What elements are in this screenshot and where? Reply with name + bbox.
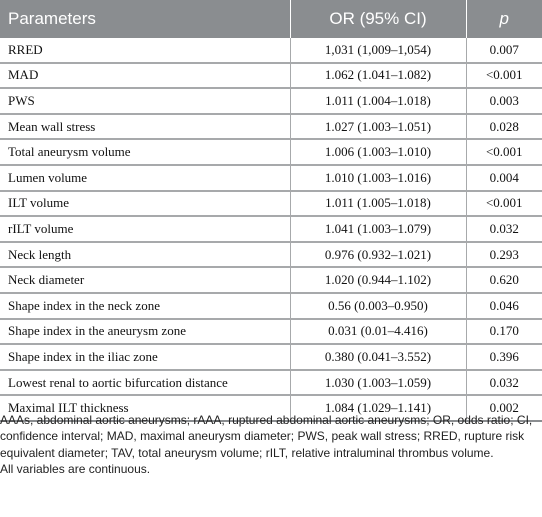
cell-parameter: ILT volume [0, 191, 290, 217]
cell-or-ci: 1.041 (1.003–1.079) [290, 216, 466, 242]
cell-p-value: 0.003 [466, 88, 542, 114]
cell-or-ci: 1.020 (0.944–1.102) [290, 267, 466, 293]
cell-parameter: Shape index in the iliac zone [0, 344, 290, 370]
header-p-value: p [466, 0, 542, 38]
cell-or-ci: 1.011 (1.005–1.018) [290, 191, 466, 217]
cell-p-value: 0.032 [466, 370, 542, 396]
cell-parameter: Lumen volume [0, 165, 290, 191]
table-row [0, 319, 542, 345]
cell-parameter: PWS [0, 88, 290, 114]
cell-parameter: Shape index in the neck zone [0, 293, 290, 319]
table-row [0, 114, 542, 140]
cell-or-ci: 0.56 (0.003–0.950) [290, 293, 466, 319]
cell-p-value: 0.046 [466, 293, 542, 319]
abbreviations-note: AAAs, abdominal aortic aneurysms; rAAA, ruptured abdominal aortic aneurysms; OR, odds ratio; CI, confidence interval; MAD, maximal aneurysm diameter; PWS, peak wall stress; RRED, rupture risk equivalent diameter; TAV, total aneurysm volume; rILT, relative intraluminal thrombus volume. [0, 413, 533, 460]
cell-parameter: Maximal ILT thickness [0, 395, 290, 421]
table-row [0, 344, 542, 370]
cell-parameter: Lowest renal to aortic bifurcation distance [0, 370, 290, 396]
cell-parameter: Mean wall stress [0, 114, 290, 140]
table-row [0, 139, 542, 165]
cell-or-ci: 0.380 (0.041–3.552) [290, 344, 466, 370]
table-body [0, 38, 542, 421]
cell-or-ci: 1.027 (1.003–1.051) [290, 114, 466, 140]
cell-or-ci: 1.030 (1.003–1.059) [290, 370, 466, 396]
cell-p-value: 0.007 [466, 38, 542, 63]
cell-p-value: 0.002 [466, 395, 542, 421]
cell-or-ci: 1.011 (1.004–1.018) [290, 88, 466, 114]
cell-parameter: Shape index in the aneurysm zone [0, 319, 290, 345]
table-row [0, 267, 542, 293]
table-row [0, 165, 542, 191]
table-footnote [0, 412, 542, 478]
header-or-ci: OR (95% CI) [290, 0, 466, 38]
table-row [0, 293, 542, 319]
header-row [0, 0, 542, 38]
cell-or-ci: 1.062 (1.041–1.082) [290, 63, 466, 89]
cell-p-value: <0.001 [466, 63, 542, 89]
cell-or-ci: 1.010 (1.003–1.016) [290, 165, 466, 191]
cell-p-value: 0.032 [466, 216, 542, 242]
table-row [0, 191, 542, 217]
table-row [0, 242, 542, 268]
cell-p-value: <0.001 [466, 191, 542, 217]
cell-p-value: <0.001 [466, 139, 542, 165]
cell-p-value: 0.293 [466, 242, 542, 268]
table-row [0, 370, 542, 396]
cell-parameter: rILT volume [0, 216, 290, 242]
cell-parameter: Neck length [0, 242, 290, 268]
cell-or-ci: 1,031 (1,009–1,054) [290, 38, 466, 63]
cell-parameter: RRED [0, 38, 290, 63]
table-row [0, 216, 542, 242]
cell-p-value: 0.620 [466, 267, 542, 293]
cell-or-ci: 1.084 (1.029–1.141) [290, 395, 466, 421]
table-row [0, 38, 542, 63]
table-row [0, 88, 542, 114]
table-header [0, 0, 542, 38]
cell-parameter: Total aneurysm volume [0, 139, 290, 165]
cell-p-value: 0.396 [466, 344, 542, 370]
header-parameters: Parameters [0, 0, 290, 38]
continuous-note: All variables are continuous. [0, 462, 151, 477]
cell-p-value: 0.028 [466, 114, 542, 140]
cell-p-value: 0.170 [466, 319, 542, 345]
cell-or-ci: 1.006 (1.003–1.010) [290, 139, 466, 165]
table-row [0, 63, 542, 89]
cell-or-ci: 0.976 (0.932–1.021) [290, 242, 466, 268]
cell-p-value: 0.004 [466, 165, 542, 191]
cell-parameter: Neck diameter [0, 267, 290, 293]
cell-parameter: MAD [0, 63, 290, 89]
cell-or-ci: 0.031 (0.01–4.416) [290, 319, 466, 345]
